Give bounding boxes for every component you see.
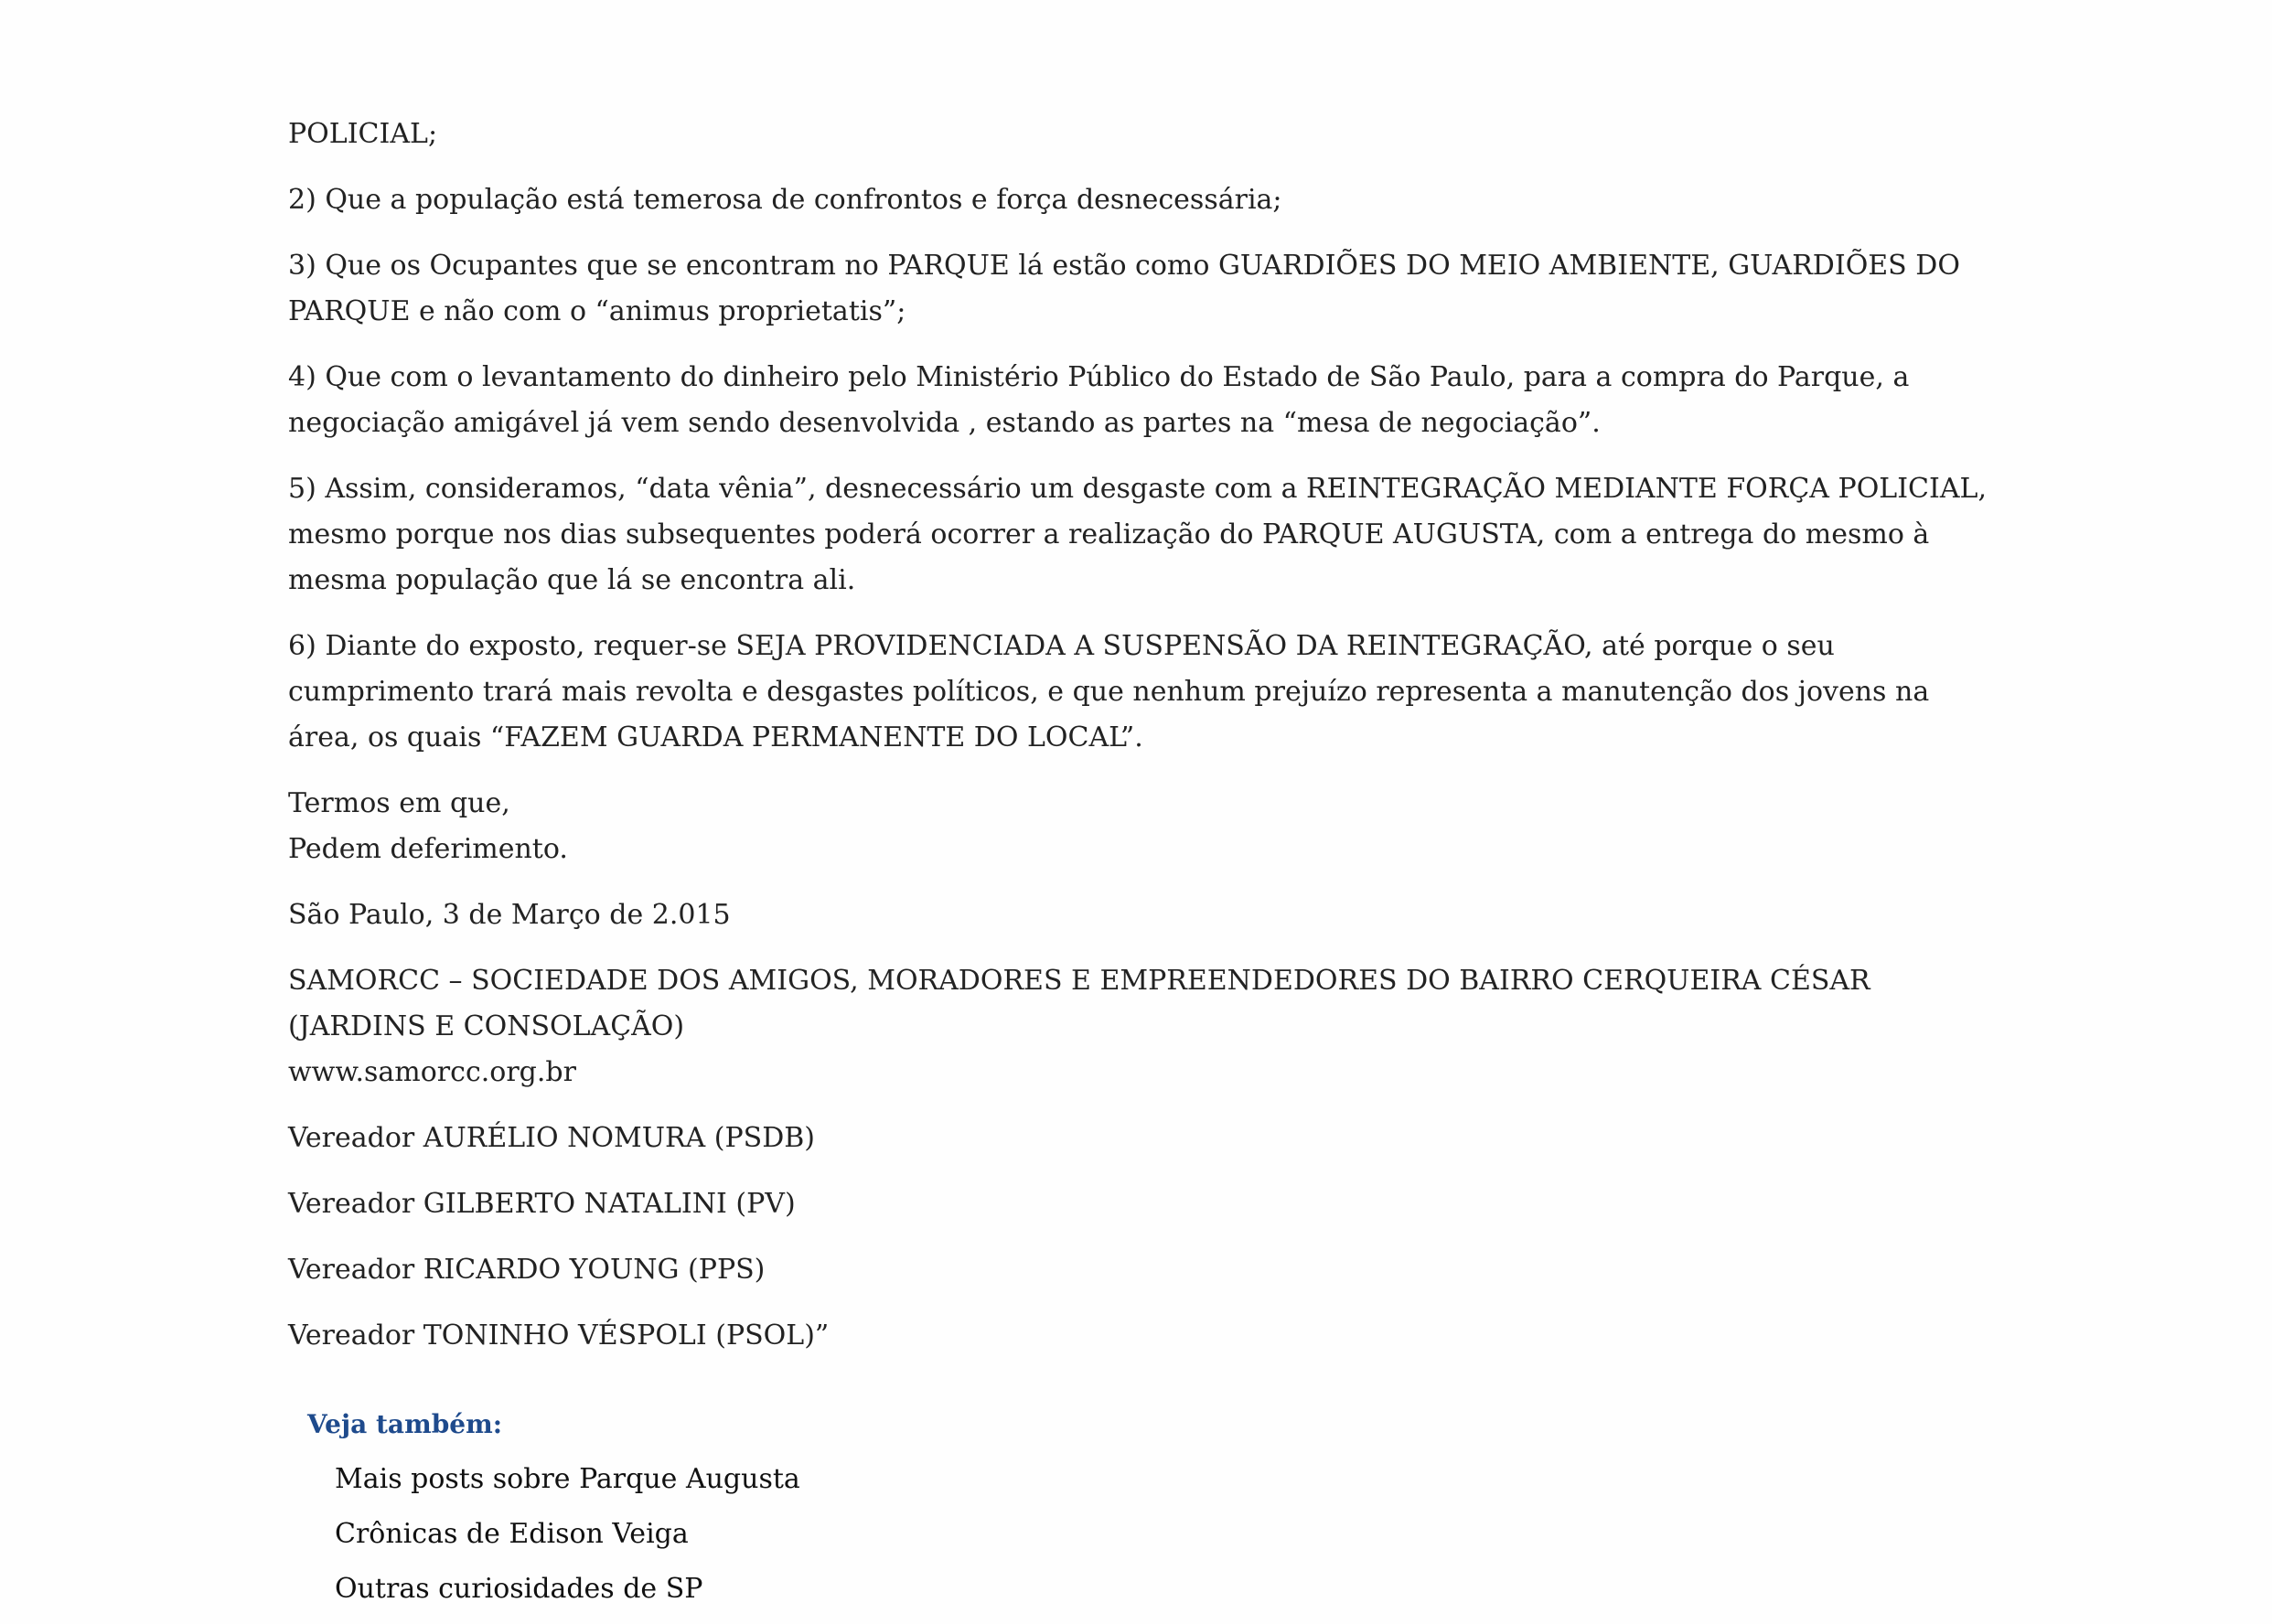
see-also-section: [307, 1405, 1405, 1624]
signatory-1: Vereador AURÉLIO NOMURA (PSDB): [288, 1122, 816, 1154]
organization-website: www.samorcc.org.br: [288, 1056, 576, 1088]
list-item: [335, 1569, 1405, 1609]
paragraph-item-4: 4) Que com o levantamento do dinheiro pelo Ministério Público do Estado de São Paulo, para a compra do Parque, a negociação amigável já vem sendo desenvolvida , estando as partes na “mesa de negociação”.: [288, 361, 1910, 439]
paragraph-item-2: 2) Que a população está temerosa de confrontos e força desnecessária;: [288, 184, 1282, 216]
organization-block: [288, 958, 2008, 1095]
list-item: [335, 1514, 1405, 1555]
paragraph-item-3: 3) Que os Ocupantes que se encontram no PARQUE lá estão como GUARDIÕES DO MEIO AMBIENTE, GUARDIÕES DO PARQUE e não com o “animus proprietatis”;: [288, 250, 1960, 327]
date-line: São Paulo, 3 de Março de 2.015: [288, 899, 731, 931]
closing-block: [288, 781, 2008, 872]
paragraph-item-6: 6) Diante do exposto, requer-se SEJA PROVIDENCIADA A SUSPENSÃO DA REINTEGRAÇÃO, até porque o seu cumprimento trará mais revolta e desgastes políticos, e que nenhum prejuízo representa a manutenção dos jovens na área, os quais “FAZEM GUARDA PERMANENTE DO LOCAL”.: [288, 630, 1930, 753]
link-curiosidades-sp[interactable]: Outras curiosidades de SP: [335, 1573, 703, 1605]
link-cronicas-edison-veiga[interactable]: Crônicas de Edison Veiga: [335, 1518, 689, 1550]
closing-line-1: Termos em que,: [288, 787, 510, 819]
organization-name: SAMORCC – SOCIEDADE DOS AMIGOS, MORADORES E EMPREENDEDORES DO BAIRRO CERQUEIRA CÉSAR (JARDINS E CONSOLAÇÃO): [288, 965, 1870, 1042]
see-also-title: Veja também:: [307, 1409, 503, 1439]
list-item: [335, 1459, 1405, 1500]
signatory-3: Vereador RICARDO YOUNG (PPS): [288, 1254, 766, 1286]
paragraph-item-5: 5) Assim, consideramos, “data vênia”, desnecessário um desgaste com a REINTEGRAÇÃO MEDIANTE FORÇA POLICIAL, mesmo porque nos dias subsequentes poderá ocorrer a realização do PARQUE AUGUSTA, com a entrega do mesmo à mesma população que lá se encontra ali.: [288, 473, 1987, 596]
link-parque-augusta-posts[interactable]: Mais posts sobre Parque Augusta: [335, 1463, 800, 1495]
signatory-2: Vereador GILBERTO NATALINI (PV): [288, 1188, 796, 1220]
closing-line-2: Pedem deferimento.: [288, 833, 568, 865]
paragraph-policial: POLICIAL;: [288, 118, 438, 150]
signatory-4: Vereador TONINHO VÉSPOLI (PSOL)”: [288, 1320, 830, 1352]
article-body: [288, 112, 2008, 1379]
see-also-links: [307, 1459, 1405, 1609]
